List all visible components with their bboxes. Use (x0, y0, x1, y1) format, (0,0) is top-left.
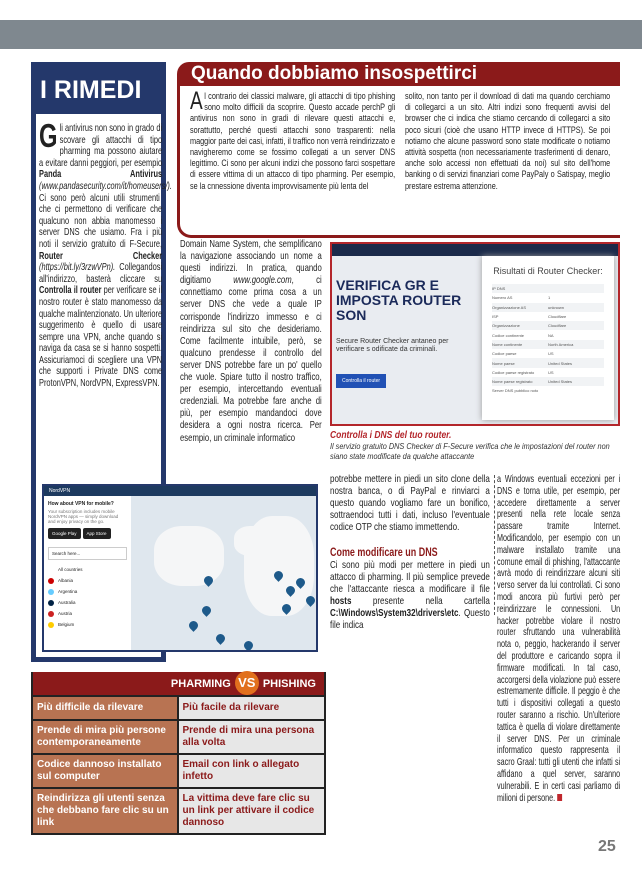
map-pin-icon (314, 604, 318, 617)
result-value: US (548, 369, 554, 375)
result-row (492, 368, 604, 377)
result-row (492, 349, 604, 358)
text: potrebbe mettere in piedi un sito clone della nostra banca, o di PayPal e rinviarci a questo quando vogliamo fare un bonifico, sottraendoci tutti i dati, incluso l'eventuale codice OTP che stiamo immettendo. (330, 474, 490, 534)
flag-icon (48, 600, 54, 606)
result-key: Organizzazione (492, 323, 520, 329)
text: a Windows eventuali eccezioni per i DNS e torna utile, per esempio, per accedere direttamente a server presenti nella rete locale senza passare tramite Internet. Modificandolo, per esempio con un malware installato tramite una comune email di phishing, l'attaccante avrà modo di reindirizzare alcuni siti verso server da lui controllati. Ci sono modi ancora più furtivi però per reindirizzare le connessioni. Un hacker potrebbe violare il nostro router sfruttando una vulnerabilità nota o, peggio, hackerando il server del produttore e caricando sopra il firmware modificati. In tal caso, accorgersi della violazione può essere estremamente difficile. Il peggio è che tutti i dispositivi collegati a questo router saranno a rischio. Un'ulteriore tattica è quella di violare direttamente il server DNS. Per un criminale informatico questo rappresenta il sacro Graal: tutti gli utenti che infatti si affidano a quel server, saranno vulnerabili. E in certi casi parliamo di milioni di persone. (497, 474, 621, 804)
result-key: Nome paese registrato (492, 379, 533, 385)
country-item[interactable] (48, 597, 127, 608)
caption-title: Controlla i DNS del tuo router. (330, 430, 452, 441)
top-band (0, 20, 642, 49)
page-number: 25 (598, 838, 616, 855)
country-item[interactable] (48, 575, 127, 586)
side-panel (44, 496, 131, 652)
subheading: Come modificare un DNS (330, 546, 438, 559)
intro-col-1 (190, 87, 396, 192)
caption-text: Il servizio gratuito DNS Checker di F-Secure verifica che le impostazioni del router non siano state modificate da qualche attaccante (330, 441, 610, 461)
country-name: Australia (58, 600, 76, 605)
result-row (492, 312, 604, 321)
text: . Questo file indica (330, 608, 490, 632)
map-pin-icon (187, 619, 200, 632)
phishing-cell: Più facile da rilevare (179, 697, 325, 719)
result-row (492, 284, 604, 293)
nordvpn-screenshot (42, 484, 318, 652)
table-row (33, 719, 324, 753)
hero-headline: VERIFICA GR E IMPOSTA ROUTER SON (336, 277, 462, 323)
result-key: Server DNS pubblico noto (492, 388, 539, 394)
result-key: Codice paese (492, 351, 517, 357)
country-name: Albania (58, 578, 74, 583)
text: per verificare se il nostro router è stato manomesso da qualche malintenzionato. Un ulteriore suggerimento è quello di usare sempre una VPN, anche quando si naviga da casa se si hanno sospetti. Assicuriamoci di scegliere una VPN che supporti i Private DNS come ProtonVPN, NordVPN, ExpressVPN. (39, 285, 163, 390)
caption (330, 430, 620, 461)
dropcap: G (39, 117, 58, 154)
phishing-cell: Email con link o allegato infetto (179, 755, 325, 787)
text: C:\Windows\System32\drivers\etc (330, 608, 459, 620)
result-key: Organizzazione AS (492, 304, 527, 310)
link[interactable]: (www.pandasecurity.com/it/homeusers/). (39, 180, 172, 192)
end-mark-icon (557, 794, 562, 801)
result-key: Nome continente (492, 341, 523, 347)
result-row (492, 358, 604, 367)
text: hosts (330, 595, 352, 607)
phishing-cell: Prende di mira una persona alla volta (179, 721, 325, 753)
table-row (33, 695, 324, 719)
result-value: North America (548, 341, 574, 347)
app-store-button[interactable]: App Store (83, 528, 111, 539)
result-row (492, 330, 604, 339)
table-row (33, 753, 324, 787)
map-land (234, 526, 274, 556)
country-item[interactable] (48, 619, 127, 630)
result-key: Numero AS (492, 295, 513, 301)
text: Collegandosi all'indirizzo, basterà cliccare su (39, 262, 163, 285)
link: www.google.com (233, 275, 292, 287)
result-key: Nome paese (492, 360, 515, 366)
text: Router Checker (39, 250, 163, 262)
intro-col-2: solito, non tanto per il download di dati ma quando cerchiamo di collegarci a un sito. Altri indizi sono frequenti avvisi del browser che ci indica che stiamo cercando di collegarci a sito poco sicuri (cioè che usano HTTP invece di HTTPS). Se poi notiamo che alcune password sono state modificate o notiamo attività sospetta (non necessariamente trasferimenti di denaro, anche solo accessi non effettuati da noi) sul sito dell'home banking o di servizi finanziari come PayPaly o Satispay, meglio prestare estrema attenzione. (405, 91, 611, 192)
text: Panda Antivirus (39, 169, 163, 181)
result-value: NA (548, 332, 554, 338)
result-value: unknown (548, 304, 565, 310)
phishing-cell: La vittima deve fare clic su un link per attivare il codice dannoso (179, 789, 325, 833)
result-value: US (548, 351, 554, 357)
flag-icon (48, 589, 54, 595)
pharming-cell: Reindirizza gli utenti senza che debbano fare clic su un link (33, 789, 179, 833)
flag-icon (48, 611, 54, 617)
flag-icon (48, 622, 54, 628)
hero-sub: Secure Router Checker antaneo per verificare s odificate da criminali. (336, 338, 449, 353)
result-row (492, 377, 604, 386)
country-name: Austria (58, 611, 73, 616)
map-land (154, 526, 224, 586)
body-col-3 (497, 474, 620, 804)
dialog-title: Risultati di Router Checker: (493, 266, 603, 276)
result-value: Cloudflare (548, 314, 567, 320)
pharming-cell: Prende di mira più persone contemporaneamente (33, 721, 179, 753)
pharming-cell: Codice dannoso installato sul computer (33, 755, 179, 787)
result-row (492, 303, 604, 312)
result-key: Codice paese registrato (492, 369, 535, 375)
sidebar-title: I RIMEDI (35, 66, 162, 114)
result-value: United States (548, 360, 573, 366)
country-name: Argentina (58, 589, 78, 594)
table-header (33, 672, 324, 695)
result-row (492, 340, 604, 349)
pharming-cell: Più difficile da rilevare (33, 697, 179, 719)
column-divider (494, 475, 495, 615)
sidebar-text (39, 117, 172, 390)
flag-icon (48, 578, 54, 584)
section-title: Quando dobbiamo insospettirci (177, 62, 620, 86)
country-item[interactable] (48, 586, 127, 597)
text: , ci connettiamo come prima cosa a un server DNS che vede a quale IP corrisponde l'indirizzo immesso e ci reindirizza sul sito che desideriamo. Come facilmente intuibile, però, se qualcuno prendesse il controllo del server DNS potrebbe fare un po' quello che vuole. Spiare tutto il nostro traffico, per esempio, intercettando eventuali credenziali. Ma potrebbe fare anche di più, per esempio mandandoci dove desidera a ogni nostra ricerca. Per esempio, un criminale informatico (180, 275, 322, 444)
google-play-button[interactable]: Google Play (48, 528, 81, 539)
map-pin-icon (214, 632, 227, 645)
header-left: PHARMING (170, 677, 231, 690)
table-body (33, 695, 324, 833)
map-pin-icon (200, 604, 213, 617)
comparison-table (31, 672, 326, 835)
body-col-1 (180, 239, 322, 445)
text: li antivirus non sono in grado di scovare gli attacchi di tipo pharming ma possono aiutare a evitare danni peggiori, per esempio (39, 123, 163, 169)
text: presente nella cartella (351, 595, 490, 607)
text: Ci sono però alcuni utili strumenti che ci permettono di verificare che qualcuno non abbia manomesso i server DNS che usiamo. Fra i più noti il servizio gratuito di F-Secure, (39, 192, 163, 250)
result-row (492, 321, 604, 330)
country-item[interactable] (48, 608, 127, 619)
result-key: ISP (492, 314, 499, 320)
site-nav (332, 244, 618, 256)
map-pin-icon (242, 639, 255, 652)
result-row (492, 293, 604, 302)
vs-badge: VS (235, 671, 259, 695)
results-dialog (482, 256, 614, 420)
table-row (33, 787, 324, 833)
result-value: 1 (548, 295, 551, 301)
country-list (48, 575, 127, 630)
text: Ci sono più modi per mettere in piedi un attacco di pharming. Il più semplice prevede che l'attaccante riesca a modificare il file (330, 559, 490, 595)
app-titlebar: NordVPN (44, 486, 316, 496)
promo-text: Your subscription includes mobile NordVPN apps — simply download and enjoy privacy on the go. (48, 509, 119, 524)
result-key: IP DNS (492, 286, 506, 292)
body-col-2 (330, 474, 490, 632)
header-right: PHISHING (262, 677, 316, 690)
search-input[interactable]: Search here... (48, 547, 127, 560)
text: Domain Name System, che semplificano la navigazione associando un nome a questi indirizzi. In pratica, quando digitiamo (180, 239, 322, 287)
text: Controlla il router (39, 285, 102, 297)
result-row (492, 386, 604, 395)
link[interactable]: (https://bit.ly/3rzwVPn). (39, 262, 116, 274)
text: l contrario dei classici malware, gli attacchi di tipo phishing sono molto difficili da scoprire. Questo accade perchP gli antivirus non sono in gradi di rilevare questi attacchi e, sorattutto, perché questi attacchi sono trasparenti: nella maggior parte dei casi, infatti, il traffico non verrà reindirizzato e navigheremo come se fossimo collegati a un server DNS legittimo. Ci sono per alcuni indizi che possono farci sospettare di essere vittima di un attacco di tipo pharming. Per esempio, se la cnnessione diventa improvvisamente più lenta del (190, 91, 396, 192)
all-countries[interactable]: All countries (58, 567, 83, 572)
results-table (492, 284, 604, 396)
result-key: Codice continente (492, 332, 525, 338)
check-router-button: Controlla il router (336, 374, 386, 388)
result-value: United States (548, 379, 573, 385)
country-name: Belgium (58, 622, 75, 627)
promo-title: How about VPN for mobile? (48, 501, 114, 507)
result-value: Cloudflare (548, 323, 567, 329)
router-checker-screenshot (330, 242, 620, 426)
dropcap: A (190, 87, 203, 115)
intro-box (177, 86, 620, 238)
